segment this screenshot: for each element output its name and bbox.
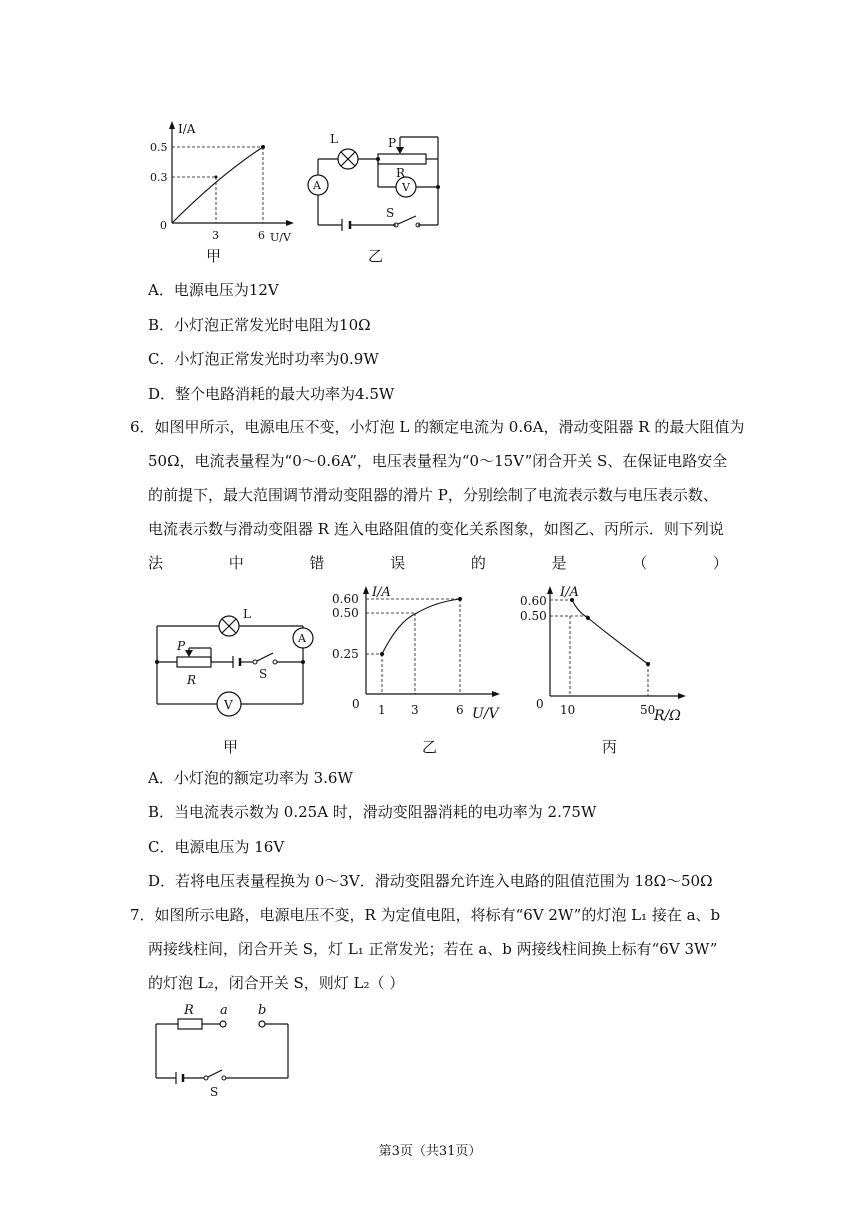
q6-option-a: A．小灯泡的额定功率为 3.6W — [148, 769, 353, 787]
q6-char: 是 — [551, 554, 567, 572]
q6-stem-line-5 — [148, 553, 728, 573]
x-tick-2: 6 — [456, 703, 464, 717]
y-axis-label: I/A — [372, 585, 391, 600]
x-axis-label: R/Ω — [654, 708, 681, 724]
q6-char: 法 — [148, 554, 164, 572]
label-P: P — [388, 136, 397, 150]
label-R: R — [187, 673, 197, 687]
y-axis-label: I/A — [178, 122, 196, 136]
origin-label: 0 — [536, 697, 544, 711]
y-tick-1: 0.3 — [150, 171, 168, 184]
q6-graph-bing — [520, 582, 700, 762]
label-A: A — [298, 632, 306, 645]
q6-option-d: D．若将电压表量程换为 0～3V．滑动变阻器允许连入电路的阻值范围为 18Ω～50Ω — [148, 872, 713, 890]
x-tick-0: 10 — [560, 703, 576, 717]
q5-option-b: B．小灯泡正常发光时电阻为10Ω — [148, 316, 371, 334]
label-P: P — [177, 639, 186, 653]
label-A: A — [313, 179, 321, 192]
q6-stem-line-2: 50Ω，电流表量程为“0～0.6A”，电压表量程为“0～15V”闭合开关 S、在保证电路安全 — [148, 452, 728, 470]
origin-label: 0 — [352, 697, 360, 711]
q6-char: （ — [632, 554, 648, 572]
label-L: L — [330, 132, 338, 146]
q6-option-b: B．当电流表示数为 0.25A 时，滑动变阻器消耗的电功率为 2.75W — [148, 803, 597, 821]
label-S: S — [259, 667, 268, 681]
q6-char: ） — [712, 554, 728, 572]
y-tick-1: 0.50 — [332, 606, 359, 620]
q7-stem-line-2: 两接线柱间，闭合开关 S，灯 L₁ 正常发光；若在 a、b 两接线柱间换上标有“6V 3W” — [148, 940, 718, 958]
caption-jia: 甲 — [206, 247, 222, 265]
y-axis-label: I/A — [560, 585, 579, 600]
q6-circuit-jia — [145, 592, 325, 762]
x-tick-0: 1 — [378, 703, 386, 717]
q6-char: 中 — [228, 554, 244, 572]
y-tick-0: 0.60 — [332, 592, 359, 606]
q5-option-a: A．电源电压为12V — [148, 281, 279, 299]
page-footer: 第3页（共31页） — [378, 1144, 482, 1159]
x-tick-1: 3 — [411, 703, 419, 717]
x-axis-label: U/V — [270, 231, 291, 244]
q6-stem-line-3: 的前提下，最大范围调节滑动变阻器的滑片 P，分别绘制了电流表示数与电压表示数、 — [148, 486, 718, 504]
label-a: a — [220, 1003, 228, 1018]
label-R: R — [184, 1003, 194, 1018]
x-tick-1: 6 — [258, 229, 265, 242]
y-tick-0: 0.5 — [150, 141, 168, 154]
q5-option-c: C．小灯泡正常发光时功率为0.9W — [148, 350, 379, 368]
label-b: b — [258, 1003, 267, 1018]
y-tick-0: 0.60 — [520, 594, 547, 608]
x-axis-label: U/V — [472, 706, 499, 722]
q6-stem-line-1: 6．如图甲所示，电源电压不变，小灯泡 L 的额定电流为 0.6A，滑动变阻器 R 的最大阻值为 — [130, 418, 745, 436]
q6-option-c: C．电源电压为 16V — [148, 838, 285, 856]
caption-bing: 丙 — [602, 738, 618, 756]
label-R: R — [396, 166, 406, 180]
x-tick-1: 50 — [640, 703, 656, 717]
q7-stem-line-3: 的灯泡 L₂，闭合开关 S，则灯 L₂（ ） — [148, 974, 405, 992]
q6-char: 的 — [470, 554, 486, 572]
caption-yi: 乙 — [422, 738, 438, 756]
x-tick-0: 3 — [212, 229, 219, 242]
label-L: L — [243, 607, 251, 621]
q7-stem-line-1: 7．如图所示电路，电源电压不变，R 为定值电阻，将标有“6V 2W”的灯泡 L₁ 接在 a、b — [130, 906, 721, 924]
q7-circuit — [148, 1000, 308, 1100]
q6-char: 错 — [309, 554, 325, 572]
caption-yi: 乙 — [368, 247, 384, 265]
label-V: V — [402, 181, 410, 194]
q6-stem-line-4: 电流表示数与滑动变阻器 R 连入电路阻值的变化关系图象，如图乙、丙所示．则下列说 — [148, 520, 724, 538]
label-S: S — [210, 1085, 219, 1099]
q5-option-d: D．整个电路消耗的最大功率为4.5W — [148, 385, 395, 403]
y-tick-1: 0.50 — [520, 609, 547, 623]
q6-char: 误 — [390, 554, 406, 572]
label-S: S — [386, 206, 395, 220]
q5-graph-jia — [150, 115, 300, 265]
y-tick-2: 0.25 — [332, 647, 359, 661]
q5-circuit-yi — [300, 125, 450, 265]
label-V: V — [224, 698, 233, 712]
origin-label: 0 — [160, 219, 167, 232]
caption-jia: 甲 — [223, 738, 239, 756]
q6-graph-yi — [330, 582, 510, 762]
